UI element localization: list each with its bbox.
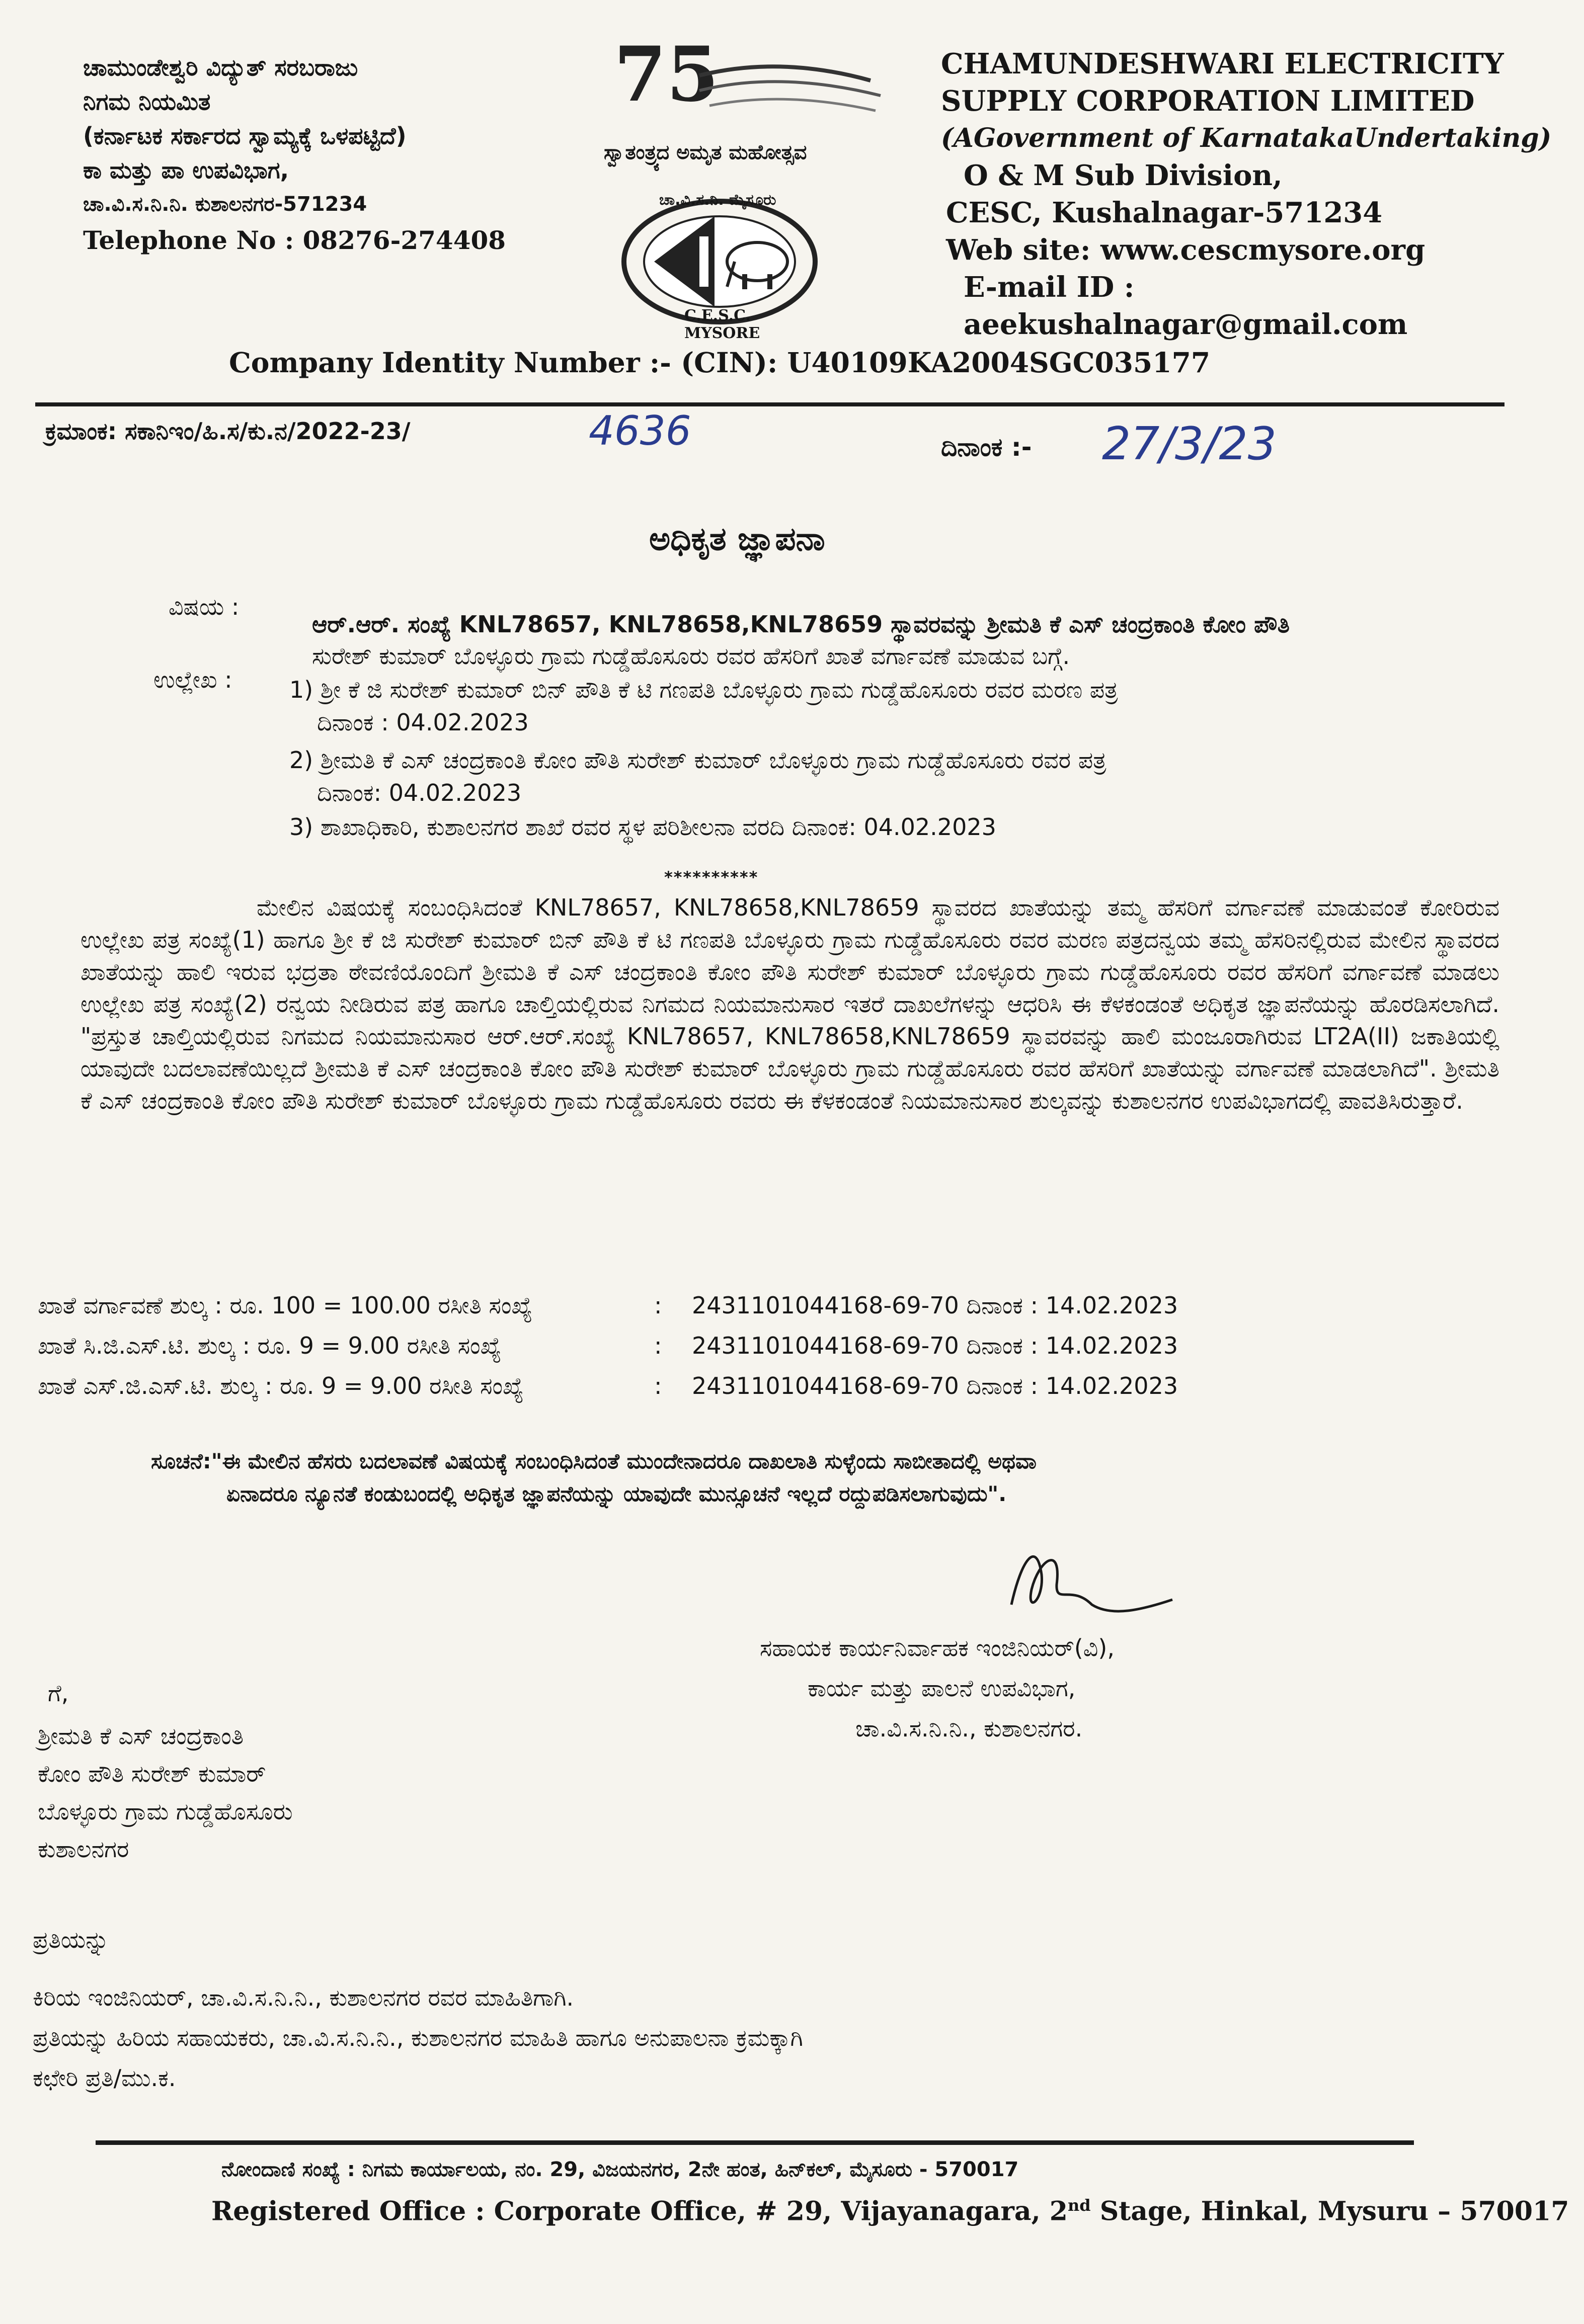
fee-label: ಖಾತೆ ಎಸ್.ಜಿ.ಎಸ್.ಟಿ. ಶುಲ್ಕ : ರೂ. 9 = 9.00 ರಸೀತಿ ಸಂಖ್ಯೆ	[38, 1372, 524, 1399]
subject-label: ವಿಷಯ :	[169, 593, 240, 620]
svg-text:75: 75	[614, 35, 719, 119]
header-right	[941, 45, 1584, 343]
fee-label: ಖಾತೆ ವರ್ಗಾವಣೆ ಶುಲ್ಕ : ರೂ. 100 = 100.00 ರಸೀತಿ ಸಂಖ್ಯೆ	[38, 1292, 533, 1319]
email: E-mail ID : aeekushalnagar@gmail.com	[964, 271, 1408, 341]
footer-kn: ನೋಂದಾಣಿ ಸಂಖ್ಯೆ : ನಿಗಮ ಕಾರ್ಯಾಲಯ, ನಂ. 29, ವಿಜಯನಗರ, 2ನೇ ಹಂತ, ಹಿನ್‌ಕಲ್, ಮೈಸೂರು - 570017	[221, 2158, 1019, 2181]
seal-ring-text: ಚಾ.ವಿ.ಸ.ನಿ. ಮೈಸೂರು	[659, 191, 776, 209]
copy-line1: ಕಿರಿಯ ಇಂಜಿನಿಯರ್, ಚಾ.ವಿ.ಸ.ನಿ.ನಿ., ಕುಶಾಲನಗರ ರವರ ಮಾಹಿತಿಗಾಗಿ.	[33, 1984, 574, 2011]
reference-1-line2: ದಿನಾಂಕ : 04.02.2023	[317, 709, 529, 736]
org-name-en-line1: CHAMUNDESHWARI ELECTRICITY	[941, 47, 1504, 80]
recipient-line2: ಕೋಂ ಪೌತಿ ಸುರೇಶ್ ಕುಮಾರ್	[38, 1760, 266, 1787]
fee-receipt: 2431101044168-69-70	[692, 1292, 959, 1319]
footer-en-suffix: Stage, Hinkal, Mysuru – 570017	[1090, 2196, 1569, 2227]
document-title: ಅಧಿಕೃತ ಜ್ಞಾಪನಾ	[649, 521, 825, 558]
fee-colon: :	[654, 1372, 662, 1399]
recipient-line4: ಕುಶಾಲನಗರ	[38, 1836, 129, 1863]
body-paragraph: ಮೇಲಿನ ವಿಷಯಕ್ಕೆ ಸಂಬಂಧಿಸಿದಂತೆ KNL78657, KNL78658,KNL78659 ಸ್ಥಾವರದ ಖಾತೆಯನ್ನು ತಮ್ಮ ಹೆಸರಿಗೆ ವರ್ಗಾವಣೆ ಮಾಡುವಂತೆ ಕೋರಿರುವ ಉಲ್ಲೇಖ ಪತ್ರ ಸಂಖ್ಯೆ(1) ಹಾಗೂ ಶ್ರೀ ಕೆ ಜಿ ಸುರೇಶ್ ಕುಮಾರ್ ಬಿನ್ ಪೌತಿ ಕೆ ಟಿ ಗಣಪತಿ ಬೊಳ್ಳೂರು ಗ್ರಾಮ ಗುಡ್ಡೆಹೊಸೂರು ರವರ ಮರಣ ಪತ್ರದನ್ವಯ ತಮ್ಮ ಹೆಸರಿನಲ್ಲಿರುವ ಮೇಲಿನ ಸ್ಥಾವರದ ಖಾತೆಯನ್ನು ಹಾಲಿ ಇರುವ ಭದ್ರತಾ ಠೇವಣಿಯೊಂದಿಗೆ ಶ್ರೀಮತಿ ಕೆ ಎಸ್ ಚಂದ್ರಕಾಂತಿ ಕೋಂ ಪೌತಿ ಸುರೇಶ್ ಕುಮಾರ್ ಬೊಳ್ಳೂರು ಗ್ರಾಮ ಗುಡ್ಡೆಹೊಸೂರು ರವರ ಹೆಸರಿಗೆ ವರ್ಗಾವಣೆ ಮಾಡಲು ಉಲ್ಲೇಖ ಪತ್ರ ಸಂಖ್ಯೆ(2) ರನ್ವಯ ನೀಡಿರುವ ಪತ್ರ ಹಾಗೂ ಚಾಲ್ತಿಯಲ್ಲಿರುವ ನಿಗಮದ ನಿಯಮಾನುಸಾರ ಇತರೆ ದಾಖಲೆಗಳನ್ನು ಆಧರಿಸಿ ಈ ಕೆಳಕಂಡಂತೆ ಅಧಿಕೃತ ಜ್ಞಾಪನೆಯನ್ನು ಹೊರಡಿಸಲಾಗಿದೆ. "ಪ್ರಸ್ತುತ ಚಾಲ್ತಿಯಲ್ಲಿರುವ ನಿಗಮದ ನಿಯಮಾನುಸಾರ ಆರ್.ಆರ್.ಸಂಖ್ಯೆ KNL78657, KNL78658,KNL78659 ಸ್ಥಾವರವನ್ನು ಹಾಲಿ ಮಂಜೂರಾಗಿರುವ LT2A(II) ಜಕಾತಿಯಲ್ಲಿ ಯಾವುದೇ ಬದಲಾವಣೆಯಿಲ್ಲದೆ ಶ್ರೀಮತಿ ಕೆ ಎಸ್ ಚಂದ್ರಕಾಂತಿ ಕೋಂ ಪೌತಿ ಸುರೇಶ್ ಕುಮಾರ್ ಬೊಳ್ಳೂರು ಗ್ರಾಮ ಗುಡ್ಡೆಹೊಸೂರು ರವರ ಹೆಸರಿಗೆ ಖಾತೆಯನ್ನು ವರ್ಗಾವಣೆ ಮಾಡಲಾಗಿದೆ". ಶ್ರೀಮತಿ ಕೆ ಎಸ್ ಚಂದ್ರಕಾಂತಿ ಕೋಂ ಪೌತಿ ಸುರೇಶ್ ಕುಮಾರ್ ಬೊಳ್ಳೂರು ಗ್ರಾಮ ಗುಡ್ಡೆಹೊಸೂರು ರವರು ಈ ಕೆಳಕಂಡಂತೆ ನಿಯಮಾನುಸಾರ ಶುಲ್ಕವನ್ನು ಕುಶಾಲನಗರ ಉಪವಿಭಾಗದಲ್ಲಿ ಪಾವತಿಸಿರುತ್ತಾರೆ.	[81, 894, 1499, 1114]
seal-bottom-text: C.E.S.C. MYSORE	[684, 307, 760, 342]
reference-1-line1: 1) ಶ್ರೀ ಕೆ ಜಿ ಸುರೇಶ್ ಕುಮಾರ್ ಬಿನ್ ಪೌತಿ ಕೆ ಟಿ ಗಣಪತಿ ಬೊಳ್ಳೂರು ಗ್ರಾಮ ಗುಡ್ಡೆಹೊಸೂರು ರವರ ಮರಣ ಪತ್ರ	[289, 676, 1118, 703]
org-name-en-line2: SUPPLY CORPORATION LIMITED	[941, 85, 1475, 118]
separator-stars: **********	[664, 868, 759, 887]
reference-3: 3) ಶಾಖಾಧಿಕಾರಿ, ಕುಶಾಲನಗರ ಶಾಖೆ ರವರ ಸ್ಥಳ ಪರಿಶೀಲನಾ ವರದಿ ದಿನಾಂಕ: 04.02.2023	[289, 813, 996, 841]
fee-row-cgst	[38, 1325, 1178, 1366]
cin: Company Identity Number :- (CIN): U40109KA2004SGC035177	[229, 346, 1211, 379]
org-subdivision-en: O & M Sub Division,	[964, 159, 1283, 192]
fee-date: 14.02.2023	[1045, 1332, 1178, 1359]
telephone: Telephone No : 08276-274408	[83, 225, 506, 255]
header-left	[83, 50, 506, 258]
recipient-line1: ಶ್ರೀಮತಿ ಕೆ ಎಸ್ ಚಂದ್ರಕಾಂತಿ	[38, 1722, 244, 1750]
org-address-kn: ಚಾ.ವಿ.ಸ.ನಿ.ನಿ. ಕುಶಾಲನಗರ-571234	[83, 193, 367, 216]
signatory-line3: ಚಾ.ವಿ.ಸ.ನಿ.ನಿ., ಕುಶಾಲನಗರ.	[855, 1715, 1083, 1742]
jubilee-logo	[569, 35, 896, 186]
copy-line3: ಕಛೇರಿ ಪ್ರತಿ/ಮು.ಕ.	[33, 2064, 176, 2092]
fee-colon: :	[654, 1332, 662, 1359]
fee-receipt: 2431101044168-69-70	[692, 1332, 959, 1359]
org-name-kn-line2: ನಿಗಮ ನಿಯಮಿತ	[83, 88, 211, 115]
fee-row-sgst	[38, 1366, 1178, 1406]
footer-en	[211, 2196, 1569, 2226]
fee-date: 14.02.2023	[1045, 1292, 1178, 1319]
reference-2-line2: ದಿನಾಂಕ: 04.02.2023	[317, 779, 522, 806]
org-name-kn-line1: ಚಾಮುಂಡೇಶ್ವರಿ ವಿದ್ಯುತ್ ಸರಬರಾಜು	[83, 54, 358, 81]
footer-en-prefix: Registered Office : Corporate Office, # 29, Vijayanagara, 2	[211, 2196, 1068, 2227]
fee-date-label: ದಿನಾಂಕ :	[966, 1292, 1039, 1319]
date-label: ದಿನಾಂಕ :-	[941, 433, 1032, 462]
references-label: ಉಲ್ಲೇಖ :	[153, 666, 232, 693]
signatory-line2: ಕಾರ್ಯ ಮತ್ತು ಪಾಲನೆ ಉಪವಿಭಾಗ,	[808, 1675, 1076, 1702]
recipient-line3: ಬೊಳ್ಳೂರು ಗ್ರಾಮ ಗುಡ್ಡೆಹೊಸೂರು	[38, 1798, 293, 1825]
signature-icon	[991, 1529, 1182, 1630]
subject-line2: ಸುರೇಶ್ ಕುಮಾರ್ ಬೊಳ್ಳೂರು ಗ್ರಾಮ ಗುಡ್ಡೆಹೊಸೂರು ರವರ ಹೆಸರಿಗೆ ಖಾತೆ ವರ್ಗಾವಣೆ ಮಾಡುವ ಬಗ್ಗೆ.	[312, 642, 1070, 670]
org-address-en: CESC, Kushalnagar-571234	[946, 196, 1383, 229]
fee-colon: :	[654, 1292, 662, 1319]
jubilee-text: ಸ್ವಾತಂತ್ರ್ಯದ ಅಮೃತ ಮಹೋತ್ಸವ	[604, 141, 807, 164]
signatory-line1: ಸಹಾಯಕ ಕಾರ್ಯನಿರ್ವಾಹಕ ಇಂಜಿನಿಯರ್(ವಿ),	[760, 1634, 1115, 1662]
handwritten-date: 27/3/23	[1102, 418, 1277, 470]
note-line2: ಏನಾದರೂ ನ್ಯೂನತೆ ಕಂಡುಬಂದಲ್ಲಿ ಅಧಿಕೃತ ಜ್ಞಾಪನೆಯನ್ನು ಯಾವುದೇ ಮುನ್ಸೂಚನೆ ಇಲ್ಲದೆ ರದ್ದುಪಡಿಸಲಾಗುವುದು".	[226, 1481, 1007, 1506]
org-govt-en: (AGovernment of KarnatakaUndertaking)	[941, 123, 1552, 153]
reference-2-line1: 2) ಶ್ರೀಮತಿ ಕೆ ಎಸ್ ಚಂದ್ರಕಾಂತಿ ಕೋಂ ಪೌತಿ ಸುರೇಶ್ ಕುಮಾರ್ ಬೊಳ್ಳೂರು ಗ್ರಾಮ ಗುಡ್ಡೆಹೊಸೂರು ರವರ ಪತ್ರ	[289, 746, 1106, 774]
footer-rule	[96, 2140, 1414, 2145]
reference-number: 4636	[589, 407, 691, 454]
fee-date-label: ದಿನಾಂಕ :	[966, 1372, 1039, 1399]
fee-label: ಖಾತೆ ಸಿ.ಜಿ.ಎಸ್.ಟಿ. ಶುಲ್ಕ : ರೂ. 9 = 9.00 ರಸೀತಿ ಸಂಖ್ಯೆ	[38, 1332, 502, 1359]
copy-label: ಪ್ರತಿಯನ್ನು	[33, 1926, 109, 1953]
header-rule	[35, 402, 1504, 406]
reference-label: ಕ್ರಮಾಂಕ: ಸಕಾನಿಇಂ/ಹಿ.ಸ/ಕು.ನ/2022-23/	[45, 418, 411, 445]
fee-date: 14.02.2023	[1045, 1372, 1178, 1399]
fee-row-transfer	[38, 1285, 1178, 1325]
org-govt-kn: (ಕರ್ನಾಟಕ ಸರ್ಕಾರದ ಸ್ವಾಮ್ಯಕ್ಕೆ ಒಳಪಟ್ಟಿದೆ)	[83, 122, 407, 149]
website: Web site: www.cescmysore.org	[946, 233, 1425, 267]
subject-line1: ಆರ್.ಆರ್. ಸಂಖ್ಯೆ KNL78657, KNL78658,KNL78659 ಸ್ಥಾವರವನ್ನು ಶ್ರೀಮತಿ ಕೆ ಎಸ್ ಚಂದ್ರಕಾಂತಿ ಕೋಂ ಪೌತಿ	[312, 611, 1290, 638]
fee-date-label: ದಿನಾಂಕ :	[966, 1332, 1039, 1359]
cesc-logo	[614, 186, 825, 342]
copy-line2: ಪ್ರತಿಯನ್ನು ಹಿರಿಯ ಸಹಾಯಕರು, ಚಾ.ವಿ.ಸ.ನಿ.ನಿ., ಕುಶಾಲನಗರ ಮಾಹಿತಿ ಹಾಗೂ ಅನುಪಾಲನಾ ಕ್ರಮಕ್ಕಾಗಿ	[33, 2024, 803, 2051]
note-line1: ಸೂಚನೆ:"ಈ ಮೇಲಿನ ಹೆಸರು ಬದಲಾವಣೆ ವಿಷಯಕ್ಕೆ ಸಂಬಂಧಿಸಿದಂತೆ ಮುಂದೇನಾದರೂ ದಾಖಲಾತಿ ಸುಳ್ಳೆಂದು ಸಾಬೀತಾದಲ್ಲಿ ಅಥವಾ	[151, 1449, 1037, 1473]
recipient-label: ಗೆ,	[48, 1680, 69, 1707]
footer-en-sup: nd	[1067, 2196, 1091, 2215]
org-subdivision-kn: ಕಾ ಮತ್ತು ಪಾ ಉಪವಿಭಾಗ,	[83, 156, 289, 184]
fee-receipt: 2431101044168-69-70	[692, 1372, 959, 1399]
